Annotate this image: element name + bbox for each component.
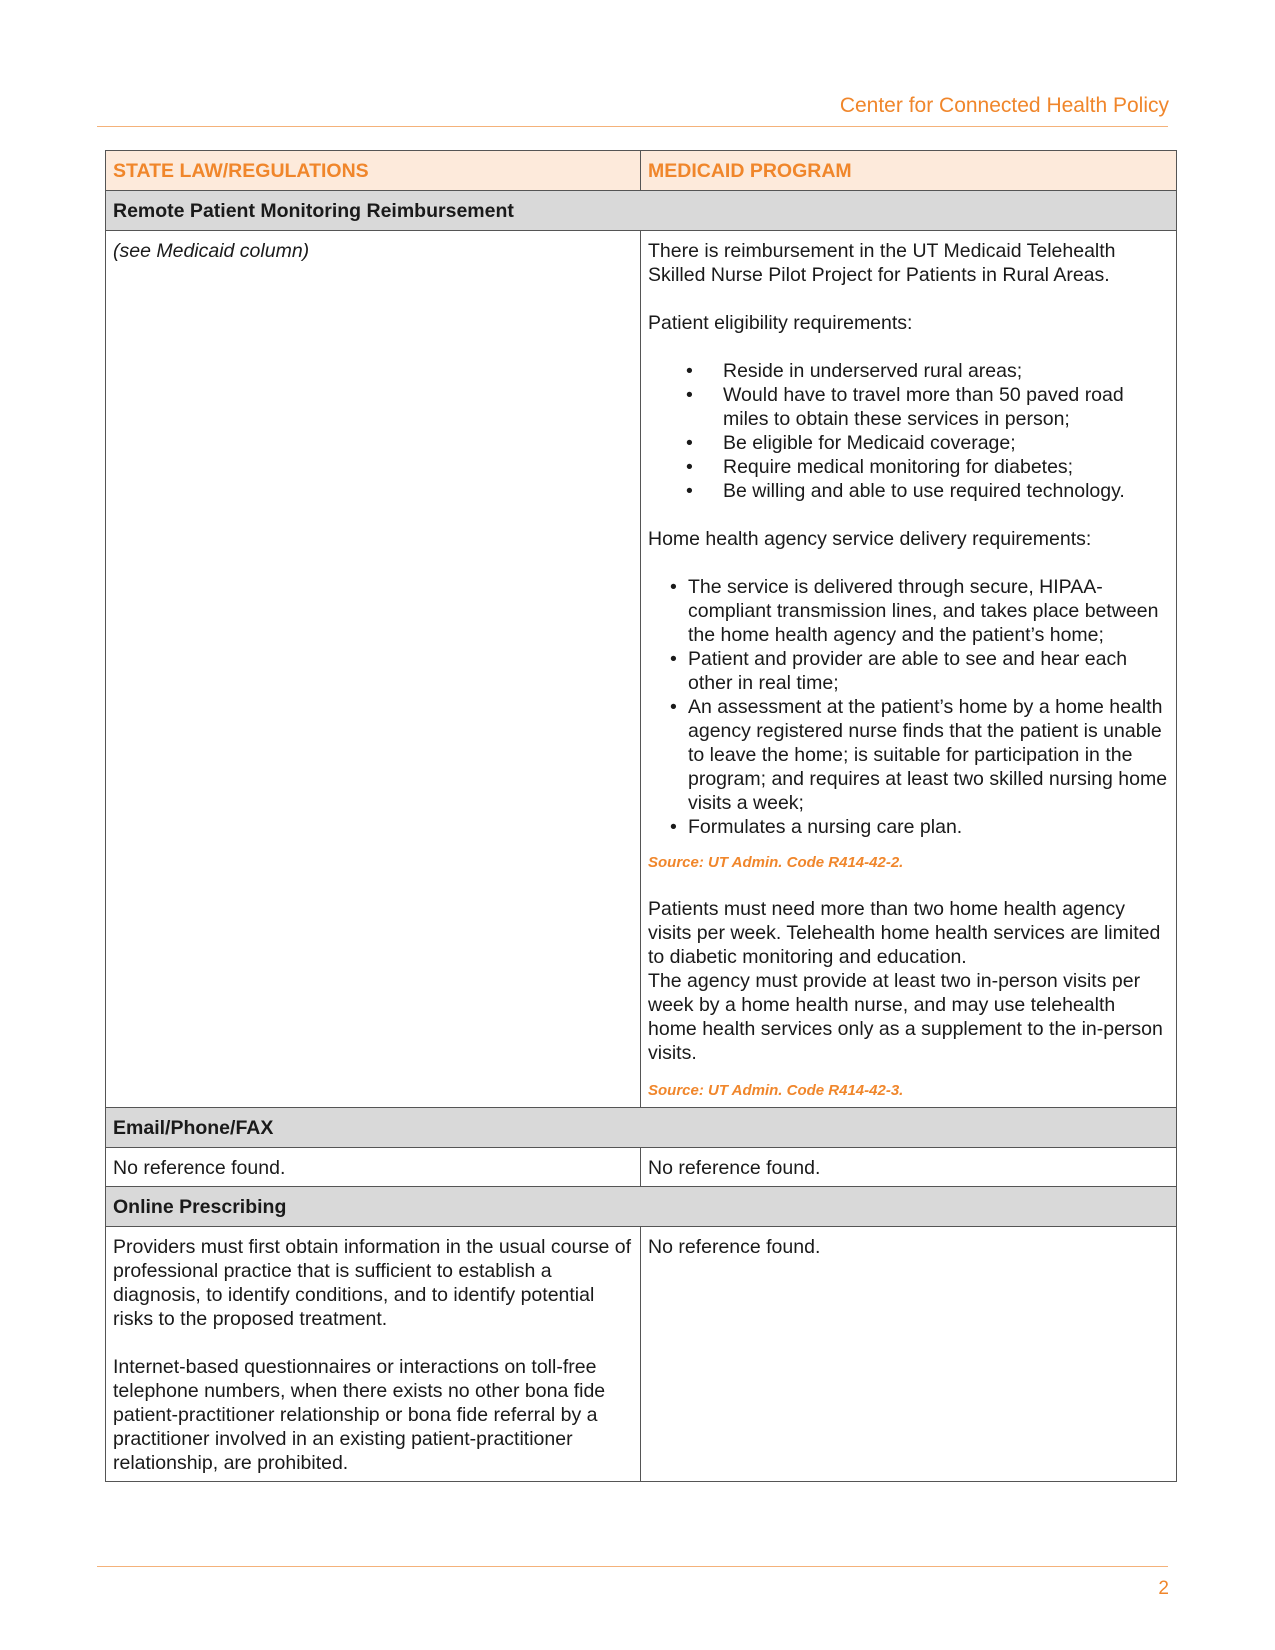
eligibility-list: [648, 359, 1169, 503]
footer-divider: [97, 1566, 1168, 1567]
policy-table: [105, 150, 1177, 1482]
prescribing-medicaid-cell: No reference found.: [641, 1227, 1177, 1482]
email-medicaid-cell: No reference found.: [641, 1148, 1177, 1187]
content-row-prescribing: [106, 1227, 1177, 1482]
table-header-row: [106, 151, 1177, 191]
source-citation-2: Source: UT Admin. Code R414-42-3.: [648, 1082, 904, 1099]
page-number: 2: [1158, 1578, 1169, 1599]
visits-paragraph: Patients must need more than two home health agency visits per week. Telehealth home health services are limited to diabetic monitoring and education.: [648, 898, 1161, 968]
section-row-prescribing: [106, 1187, 1177, 1227]
organization-name: Center for Connected Health Policy: [839, 94, 1169, 117]
list-item: • Be willing and able to use required technology.: [648, 479, 1169, 503]
email-state-law-cell: No reference found.: [106, 1148, 641, 1187]
section-row-rpm: [106, 191, 1177, 231]
prescribing-paragraph-2: Internet-based questionnaires or interactions on toll-free telephone numbers, when there exists no other bona fide patient-practitioner relationship or bona fide referral by a practitioner involved in an existing patient-practitioner relationship, are prohibited.: [113, 1356, 606, 1474]
section-title-email: Email/Phone/FAX: [106, 1108, 1177, 1148]
section-title-rpm: Remote Patient Monitoring Reimbursement: [106, 191, 1177, 231]
list-item: • Be eligible for Medicaid coverage;: [648, 431, 1169, 455]
column-header-state-law: STATE LAW/REGULATIONS: [106, 151, 641, 191]
list-item: • An assessment at the patient’s home by a home health agency registered nurse finds that the patient is unable to leave the home; is suitable for participation in the program; and requires at least two skilled nursing home visits a week;: [648, 695, 1169, 815]
list-item: • Reside in underserved rural areas;: [648, 359, 1169, 383]
list-item: • Formulates a nursing care plan.: [648, 815, 1169, 839]
content-row-rpm: [106, 231, 1177, 1108]
delivery-heading: Home health agency service delivery requirements:: [648, 528, 1092, 550]
eligibility-heading: Patient eligibility requirements:: [648, 312, 913, 334]
list-item: • Patient and provider are able to see and hear each other in real time;: [648, 647, 1169, 695]
agency-paragraph: The agency must provide at least two in-person visits per week by a home health nurse, and may use telehealth home health services only as a supplement to the in-person visits.: [648, 970, 1163, 1064]
section-row-email: [106, 1108, 1177, 1148]
list-item: • Require medical monitoring for diabetes;: [648, 455, 1169, 479]
rpm-state-law-text: (see Medicaid column): [113, 240, 310, 262]
delivery-list: [648, 575, 1169, 839]
rpm-state-law-cell: [106, 231, 641, 1108]
list-item: • The service is delivered through secure, HIPAA-compliant transmission lines, and takes place between the home health agency and the patient’s home;: [648, 575, 1169, 647]
header-divider: [97, 126, 1168, 127]
prescribing-paragraph-1: Providers must first obtain information in the usual course of professional practice that is sufficient to establish a diagnosis, to identify conditions, and to identify potential risks to the proposed treatment.: [113, 1236, 632, 1330]
source-citation-1: Source: UT Admin. Code R414-42-2.: [648, 854, 904, 871]
section-title-prescribing: Online Prescribing: [106, 1187, 1177, 1227]
content-row-email: [106, 1148, 1177, 1187]
column-header-medicaid: MEDICAID PROGRAM: [641, 151, 1177, 191]
rpm-medicaid-cell: [641, 231, 1177, 1108]
list-item: • Would have to travel more than 50 paved road miles to obtain these services in person;: [648, 383, 1169, 431]
rpm-intro: There is reimbursement in the UT Medicaid Telehealth Skilled Nurse Pilot Project for Patients in Rural Areas.: [648, 240, 1116, 286]
prescribing-state-law-cell: [106, 1227, 641, 1482]
